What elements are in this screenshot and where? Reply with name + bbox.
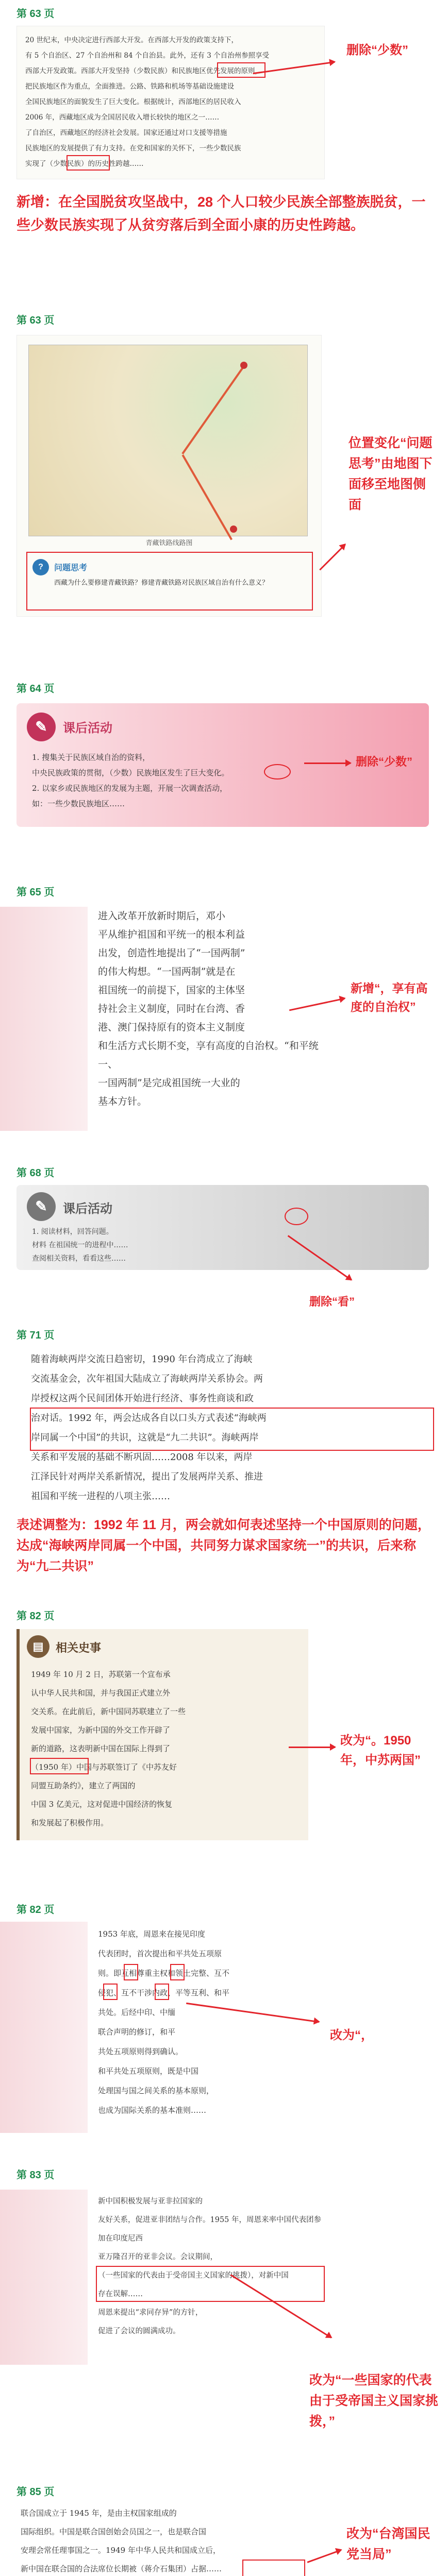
text-line: 和发展起了积极作用。 xyxy=(31,1818,109,1827)
map-image xyxy=(28,345,308,536)
highlight-box xyxy=(26,552,313,611)
text-line: 港、澳门保持原有的资本主义制度 xyxy=(98,1022,245,1033)
history-title: 相关史事 xyxy=(56,1641,102,1654)
city-marker-icon xyxy=(240,362,247,369)
arrow-icon xyxy=(289,1747,335,1748)
text-line: 发展中国家，为新中国的外交工作开辟了 xyxy=(31,1725,171,1735)
text-line: 有 5 个自治区、27 个自治州和 84 个自治县。此外，还有 3 个自治州参照享受 xyxy=(25,52,270,60)
text-line: 共处。后经中印、中缅 xyxy=(98,2008,176,2017)
annotation-note: 删除“少数” xyxy=(346,43,408,57)
text-line: 和平共处五项原则，既是中国 xyxy=(98,2066,199,2076)
annotation-note: 位置变化“问题思考”由地图下面移至地图侧面 xyxy=(349,436,433,512)
think-title: 问题思考 xyxy=(54,564,88,572)
text-line: 西部大开发政策。西部大开发坚持（少数民族）和民族地区优先发展的原则， xyxy=(25,67,262,75)
annotation-note: 改为“台湾国民党当局” xyxy=(346,2527,430,2562)
text-line: 民族地区的发展提供了有力支持。在党和国家的关怀下，一些少数民族 xyxy=(25,144,241,152)
page-label: 第 64 页 xyxy=(16,683,55,694)
text-line: 材料 在祖国统一的进程中…… xyxy=(32,1241,128,1249)
text-line: 岸同属一个中国”的共识，这就是“九二共识”。海峡两岸 xyxy=(31,1432,259,1443)
textbook-scan xyxy=(16,335,322,617)
text-line: 随着海峡两岸交流日趋密切，1990 年台湾成立了海峡 xyxy=(31,1354,253,1365)
text-line: 新中国在联合国的合法席位长期被（蒋介石集团）占据…… xyxy=(21,2564,222,2573)
text-line: 则。即互相尊重主权和领土完整、互不 xyxy=(98,1969,230,1978)
activity-title: 课后活动 xyxy=(63,1202,112,1216)
text-line: 交关系。在此前后，新中国同苏联建立了一些 xyxy=(31,1707,186,1716)
text-line: 平从维护祖国和平统一的根本利益 xyxy=(98,929,245,940)
text-line: 了自治区，西藏地区的经济社会发展。国家还通过对口支援等措施 xyxy=(25,129,227,137)
map-caption: 青藏铁路线路图 xyxy=(145,539,193,547)
highlight-box xyxy=(217,62,266,78)
text-line: 一国两制”是完成祖国统一大业的 xyxy=(98,1077,240,1089)
text-line: 的伟大构想。“一国两制”就是在 xyxy=(98,966,236,977)
activity-icon: ✎ xyxy=(27,713,56,741)
page-label: 第 82 页 xyxy=(16,1904,55,1916)
text-line: 治对话。1992 年，两会达成各自以口头方式表述“海峡两 xyxy=(31,1413,267,1423)
page-label: 第 65 页 xyxy=(16,887,55,898)
annotation-note: 改为“。1950 年，中苏两国” xyxy=(340,1734,421,1767)
text-line: 交流基金会，次年祖国大陆成立了海峡两岸关系协会。两 xyxy=(31,1374,263,1384)
history-box xyxy=(16,1629,308,1840)
text-line: 国际组织。中国是联合国创始会员国之一，也是联合国 xyxy=(21,2527,207,2536)
text-line: 周恩来提出“求同存异”的方针， xyxy=(98,2309,203,2317)
decorative-sidebar xyxy=(0,2190,88,2365)
text-line: （一些国家的代表由于受帝国主义国家的挑拨），对新中国 xyxy=(98,2272,289,2280)
text-line: 把民族地区作为重点，全面推进。公路、铁路和机场等基础设施建设 xyxy=(25,82,234,91)
body-text xyxy=(98,1924,325,2120)
highlight-box xyxy=(155,1984,169,2000)
activity-text xyxy=(32,1225,321,1265)
highlight-box xyxy=(124,1964,138,1980)
text-line: 侵犯、互不干涉内政、平等互利、和平 xyxy=(98,1988,230,1997)
text-line: 关系和平发展的基础不断巩固……2008 年以来，两岸 xyxy=(31,1452,253,1463)
text-line: 全国民族地区的面貌发生了巨大变化。根据统计，西部地区的居民收入 xyxy=(25,98,241,106)
page-label: 第 85 页 xyxy=(16,2486,55,2498)
annotation-new-text: 新增：在全国脱贫攻坚战中，28 个人口较少民族全部整族脱贫，一些少数民族实现了从贫穷落后到全面小康的历史性跨越。 xyxy=(16,194,426,233)
text-line: 联合声明的修订，和平 xyxy=(98,2027,176,2037)
highlight-box xyxy=(242,2560,305,2576)
annotation-note: 改为“， xyxy=(330,2028,373,2042)
text-line: 1953 年底，周恩来在接见印度 xyxy=(98,1929,205,1939)
textbook-scan xyxy=(16,26,325,179)
text-line: 基本方针。 xyxy=(98,1096,147,1107)
text-line: 2006 年，西藏地区成为全国居民收入增长较快的地区之一…… xyxy=(25,113,220,122)
text-line: 代表团时，首次提出和平共处五项原 xyxy=(98,1949,222,1958)
arrow-icon xyxy=(319,544,346,571)
annotation-note: 改为“一些国家的代表由于受帝国主义国家挑拨，” xyxy=(309,2373,439,2429)
text-line: 岸授权这两个民间团体开始进行经济、事务性商谈和政 xyxy=(31,1393,254,1404)
annotation-note: 删除“少数” xyxy=(356,755,413,768)
highlight-box xyxy=(170,1964,185,1980)
text-line: 存在误解…… xyxy=(98,2290,143,2298)
text-line: 安理会常任理事国之一。1949 年中华人民共和国成立后， xyxy=(21,2546,221,2555)
activity-icon: ✎ xyxy=(27,1192,56,1221)
text-line: 查阅相关资料，看看这些…… xyxy=(32,1255,126,1263)
text-line: 持社会主义制度，同时在台湾、香 xyxy=(98,1003,245,1014)
text-line: 1. 阅读材料，回答问题。 xyxy=(32,1228,113,1236)
text-line: 如：一些少数民族地区…… xyxy=(32,799,125,808)
page-label: 第 68 页 xyxy=(16,1167,55,1179)
annotation-note: 新增“，享有高度的自治权” xyxy=(351,981,428,1013)
highlight-box xyxy=(30,1408,434,1451)
text-line: 同盟互助条约》，建立了两国的 xyxy=(31,1781,136,1790)
text-line: 共处五项原则得到确认。 xyxy=(98,2047,184,2056)
text-line: 新中国积极发展与亚非拉国家的 xyxy=(98,2197,203,2206)
highlight-box xyxy=(67,155,110,171)
page-label: 第 82 页 xyxy=(16,1611,55,1622)
text-line: 1. 搜集关于民族区域自治的资料， xyxy=(32,753,151,762)
city-marker-icon xyxy=(230,526,237,533)
text-line: 祖国和平统一进程的八项主张…… xyxy=(31,1491,170,1502)
highlight-box xyxy=(103,1984,118,2000)
text-line: 20 世纪末，中央决定进行西部大开发。在西部大开发的政策支持下， xyxy=(25,36,238,44)
page-label: 第 63 页 xyxy=(16,8,55,20)
text-line: 实现了（少数民族）的历史性跨越…… xyxy=(25,160,144,168)
text-line: 江泽民针对两岸关系新情况，提出了发展两岸关系、推进 xyxy=(31,1471,263,1482)
activity-title: 课后活动 xyxy=(63,721,112,735)
arrow-icon xyxy=(304,762,351,764)
scan-text xyxy=(25,32,317,172)
text-line: 联合国成立于 1945 年，是由主权国家组成的 xyxy=(21,2509,177,2518)
text-line: 新的道路，这表明新中国在国际上得到了 xyxy=(31,1744,171,1753)
highlight-box xyxy=(30,1758,89,1774)
question-icon: ? xyxy=(32,559,49,575)
text-line: 2. 以家乡或民族地区的发展为主题，开展一次调查活动， xyxy=(32,784,228,793)
text-line: 中央民族政策的贯彻，（少数）民族地区发生了巨大变化。 xyxy=(32,768,229,777)
activity-text xyxy=(32,750,331,811)
annotation-note: 删除“看” xyxy=(309,1295,355,1308)
highlight-box xyxy=(96,2266,325,2302)
think-text: 西藏为什么要修建青藏铁路？修建青藏铁路对民族区域自治有什么意义？ xyxy=(54,579,269,587)
text-line: 也成为国际关系的基本准则…… xyxy=(98,2106,207,2115)
text-line: 促进了会议的圆满成功。 xyxy=(98,2327,180,2335)
text-line: （1950 年）中国与苏联签订了《中苏友好 xyxy=(31,1762,177,1772)
text-line: 认中华人民共和国，并与我国正式建立外 xyxy=(31,1688,171,1698)
activity-banner xyxy=(16,1185,429,1270)
text-line: 亚万隆召开的亚非会议。会议期间， xyxy=(98,2253,218,2261)
page-label: 第 63 页 xyxy=(16,315,55,326)
text-line: 出发，创造性地提出了“一国两制” xyxy=(98,947,245,959)
decorative-sidebar xyxy=(0,907,88,1131)
text-line: 处理国与国之间关系的基本原则， xyxy=(98,2086,214,2095)
text-line: 友好关系，促进亚非团结与合作。1955 年，周恩来率中国代表团参加在印度尼西 xyxy=(98,2216,322,2243)
page-label: 第 83 页 xyxy=(16,2170,55,2181)
text-line: 祖国统一的前提下，国家的主体坚 xyxy=(98,985,245,996)
history-text xyxy=(31,1665,299,1832)
text-line: 进入改革开放新时期后，邓小 xyxy=(98,910,226,922)
decorative-sidebar xyxy=(0,1922,88,2133)
text-line: 中国 3 亿美元，这对促进中国经济的恢复 xyxy=(31,1800,173,1809)
highlight-box xyxy=(264,764,291,779)
highlight-box xyxy=(285,1208,308,1225)
text-line: 和生活方式长期不变，享有高度的自治权。“和平统一、 xyxy=(98,1040,319,1070)
text-line: 1949 年 10 月 2 日，苏联第一个宣布承 xyxy=(31,1670,171,1679)
book-icon: ▤ xyxy=(27,1635,49,1658)
page-label: 第 71 页 xyxy=(16,1330,55,1341)
map-terrain xyxy=(29,345,307,536)
annotation-new-text: 表述调整为：1992 年 11 月，两会就如何表述坚持一个中国原则的问题，达成“海峡两岸同属一个中国，共同努力谋求国家统一”的共识，后来称为“九二共识” xyxy=(16,1518,430,1573)
